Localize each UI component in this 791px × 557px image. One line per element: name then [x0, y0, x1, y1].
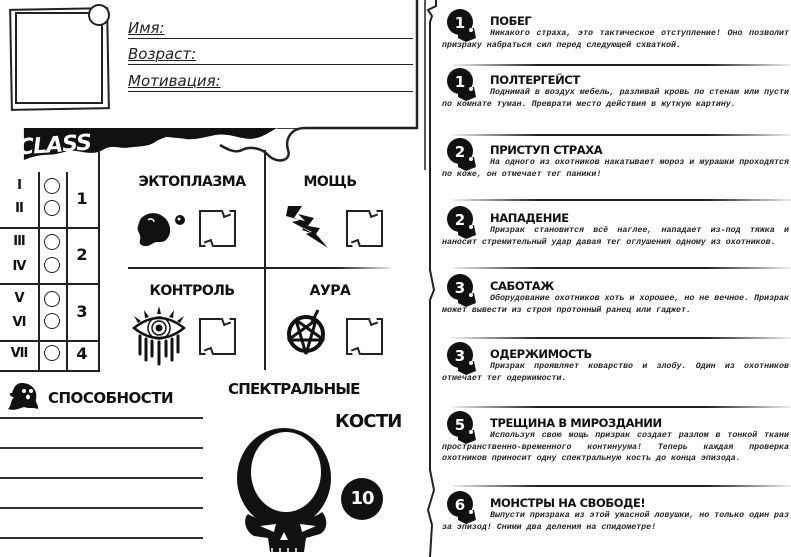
move-title: НАПАДЕНИЕ [490, 211, 569, 225]
cost-number: 5 [454, 416, 466, 434]
class-table-row-line [0, 227, 98, 229]
cost-number: 2 [454, 143, 466, 161]
move-description: На одного из охотников накатывает мороз и мурашки проходятся по коже, он отмечает тег паники! [442, 158, 789, 179]
class-title: CLASS [17, 130, 92, 161]
stat-ectoplasm-value-box[interactable] [199, 210, 236, 247]
motivation-field[interactable] [128, 72, 413, 92]
name-field[interactable] [128, 19, 413, 39]
cost-number: 3 [454, 279, 466, 297]
ability-line[interactable] [0, 507, 203, 509]
ability-line[interactable] [0, 447, 203, 449]
stats-divider-horizontal [128, 267, 390, 269]
move-description: Никакого страха, это тактическое отступление! Оно позволит призраку набраться сил перед следующей схваткой. [442, 29, 789, 50]
move-title: ПРИСТУП СТРАХА [490, 143, 603, 157]
level-number: 1 [76, 189, 88, 208]
move-separator [452, 199, 791, 201]
rank-checkbox[interactable] [44, 178, 60, 194]
move-separator [452, 406, 791, 408]
move-title: ПОЛТЕРГЕЙСТ [490, 73, 580, 87]
move-title: ПОБЕГ [490, 14, 532, 28]
skull-icon[interactable] [228, 424, 340, 554]
move-separator [452, 134, 791, 136]
move-separator [452, 337, 791, 339]
stat-power-title: МОЩЬ [303, 174, 357, 190]
rank-label: I [17, 178, 21, 193]
cost-number: 1 [454, 73, 466, 91]
move-description: Оборудование охотников хоть и хорошее, но не вечное. Призрак может вывести из строя протонный ранец или гаджет. [442, 294, 789, 315]
abilities-title: СПОСОБНОСТИ [48, 389, 174, 407]
rank-label: VII [10, 346, 28, 361]
move-title: ОДЕРЖИМОСТЬ [490, 347, 592, 361]
age-field[interactable] [128, 45, 413, 65]
ghost-icon [6, 381, 40, 411]
stat-aura-value-box[interactable] [346, 318, 383, 355]
move-separator [452, 64, 791, 66]
ability-line[interactable] [0, 417, 203, 419]
class-table-divider [38, 172, 40, 372]
cost-number: 1 [454, 14, 466, 32]
level-number: 3 [76, 302, 88, 321]
rank-label: II [15, 201, 23, 216]
rank-checkbox[interactable] [44, 313, 60, 329]
spectral-dice-max: 10 [341, 478, 383, 520]
move-description: Призрак становится всё наглее, нападает из-под тяжка и наносит стремительный удар давая тег оглушения одному из охотников. [442, 226, 789, 247]
move-separator [452, 485, 791, 487]
class-table-row-line [0, 283, 98, 285]
cost-number: 3 [454, 347, 466, 365]
class-table-row-line [0, 340, 98, 342]
pentagram-icon [284, 306, 330, 358]
stat-control-value-box[interactable] [199, 318, 236, 355]
rank-label: IV [12, 259, 26, 274]
ability-line[interactable] [0, 537, 203, 539]
move-title: МОНСТРЫ НА СВОБОДЕ! [490, 496, 646, 510]
age-label: Возраст: [128, 45, 197, 63]
rank-checkbox[interactable] [44, 234, 60, 250]
rank-label: III [13, 234, 25, 249]
stat-ectoplasm-title: ЭКТОПЛАЗМА [138, 174, 246, 190]
rank-checkbox[interactable] [44, 257, 60, 273]
lightning-icon [280, 204, 332, 252]
spectral-dice-title-line2: КОСТИ [335, 411, 402, 432]
class-table-divider [98, 150, 100, 372]
level-number: 4 [76, 344, 88, 363]
stat-power-value-box[interactable] [346, 210, 383, 247]
ghost-moves-list [436, 0, 791, 557]
spectral-dice-title-line1: СПЕКТРАЛЬНЫЕ [228, 380, 360, 398]
rank-label: VI [12, 315, 26, 330]
cost-number: 6 [454, 496, 466, 514]
stats-divider-vertical [264, 150, 266, 370]
ectoplasm-blob-icon [134, 210, 190, 250]
move-description: Выпусти призрака из этой ужасной ловушки, но только один раз за эпизод! Сними два деления на спидометре! [442, 511, 789, 532]
move-title: ТРЕЩИНА В МИРОЗДАНИИ [490, 416, 662, 430]
level-number: 2 [76, 245, 88, 264]
rank-checkbox[interactable] [44, 345, 60, 361]
dripping-eye-icon [130, 306, 188, 366]
class-table-divider [66, 172, 68, 372]
rank-label: V [14, 291, 24, 306]
move-title: САБОТАЖ [490, 279, 554, 293]
rank-checkbox[interactable] [44, 291, 60, 307]
move-description: Призрак проявляет коварство и злобу. Один из охотников отмечает тег одержимости. [442, 362, 789, 383]
move-description: Поднимай в воздух мебель, разливай кровь по стенам или пусти по комнате туман. Преврати место действия в жуткую картину. [442, 88, 789, 109]
class-table-row-line [0, 370, 98, 372]
rank-checkbox[interactable] [44, 200, 60, 216]
stat-control-title: КОНТРОЛЬ [149, 283, 235, 299]
ability-line[interactable] [0, 477, 203, 479]
move-separator [452, 267, 791, 269]
motivation-label: Мотивация: [128, 72, 221, 90]
cost-number: 2 [454, 211, 466, 229]
stat-aura-title: АУРА [309, 283, 351, 299]
move-description: Используя свою мощь призрак создает разлом в тонкой ткани пространственно-временного континуума! Теперь каждая проверка охотников приносит одну спектральную кость до конца эпизода. [442, 431, 789, 463]
name-label: Имя: [128, 19, 165, 37]
